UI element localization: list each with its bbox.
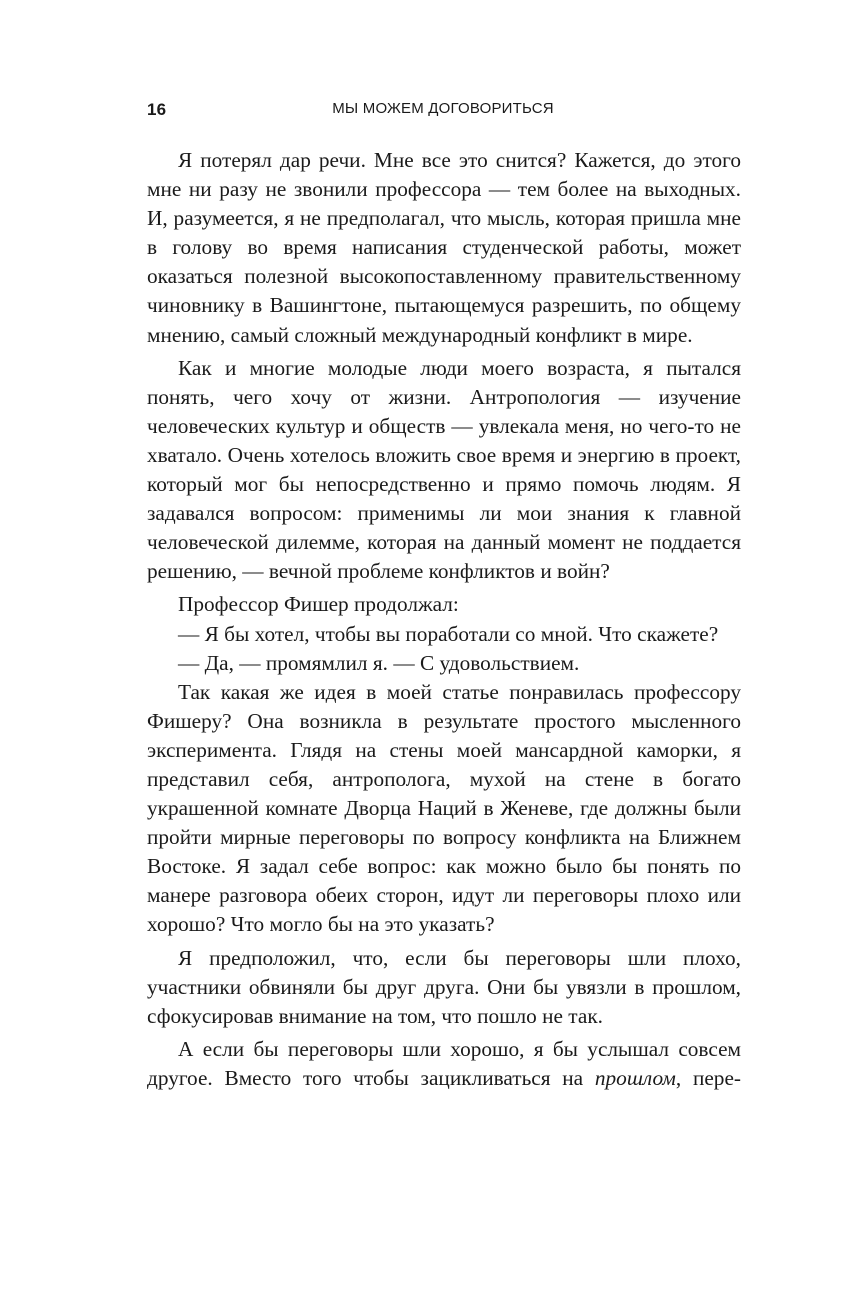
- dialogue-line-1: — Я бы хотел, чтобы вы поработали со мной. Что скажете?: [178, 621, 719, 646]
- body-text: [147, 146, 741, 1093]
- running-head: [147, 100, 739, 122]
- page-number: 16: [147, 100, 167, 119]
- paragraph-1: Я потерял дар речи. Мне все это снится? Кажется, до этого мне ни разу не звонили профессора — тем более на выходных. И, разумеется, я не предполагал, что мысль, которая пришла мне в голову во время написания студенческой работы, может оказаться полезной высокопоставленному правительственному чиновнику в Вашингтоне, пытающемуся разрешить, по общему мнению, самый сложный международный конфликт в мире.: [147, 148, 741, 347]
- dialogue-line-2: — Да, — промямлил я. — С удовольствием.: [178, 650, 580, 675]
- book-title: МЫ МОЖЕМ ДОГОВОРИТЬСЯ: [332, 100, 554, 117]
- paragraph-5: Я предположил, что, если бы переговоры шли плохо, участники обвиняли бы друг друга. Они бы увязли в прошлом, сфокусировав внимание на том, что пошло не так.: [147, 945, 741, 1028]
- paragraph-6-start: А если бы переговоры шли хорошо, я бы услышал совсем другое. Вместо того чтобы зацикливаться на: [147, 1036, 741, 1090]
- paragraph-3: Профессор Фишер продолжал:: [178, 592, 459, 617]
- emphasis-word: прошлом: [594, 1065, 676, 1090]
- paragraph-6-end: , пере-: [675, 1065, 741, 1090]
- paragraph-2: Как и многие молодые люди моего возраста, я пытался понять, чего хочу от жизни. Антропология — изучение человеческих культур и обществ — увлекала меня, но чего-то не хватало. Очень хотелось вложить свое время и энергию в проект, который мог бы непосредственно и прямо помочь людям. Я задавался вопросом: применимы ли мои знания к главной человеческой дилемме, которая на данный момент не поддается решению, — вечной проблеме конфликтов и войн?: [147, 355, 741, 584]
- paragraph-6: [147, 1035, 741, 1093]
- paragraph-4: Так какая же идея в моей статье понравилась профессору Фишеру? Она возникла в результате простого мысленного эксперимента. Глядя на стены моей мансардной каморки, я представил себя, антрополога, мухой на стене в богато украшенной комнате Дворца Наций в Женеве, где должны были пройти мирные переговоры по вопросу конфликта на Ближнем Востоке. Я задал себе вопрос: как можно было бы понять по манере разговора обеих сторон, идут ли переговоры плохо или хорошо? Что могло бы на это указать?: [147, 679, 741, 937]
